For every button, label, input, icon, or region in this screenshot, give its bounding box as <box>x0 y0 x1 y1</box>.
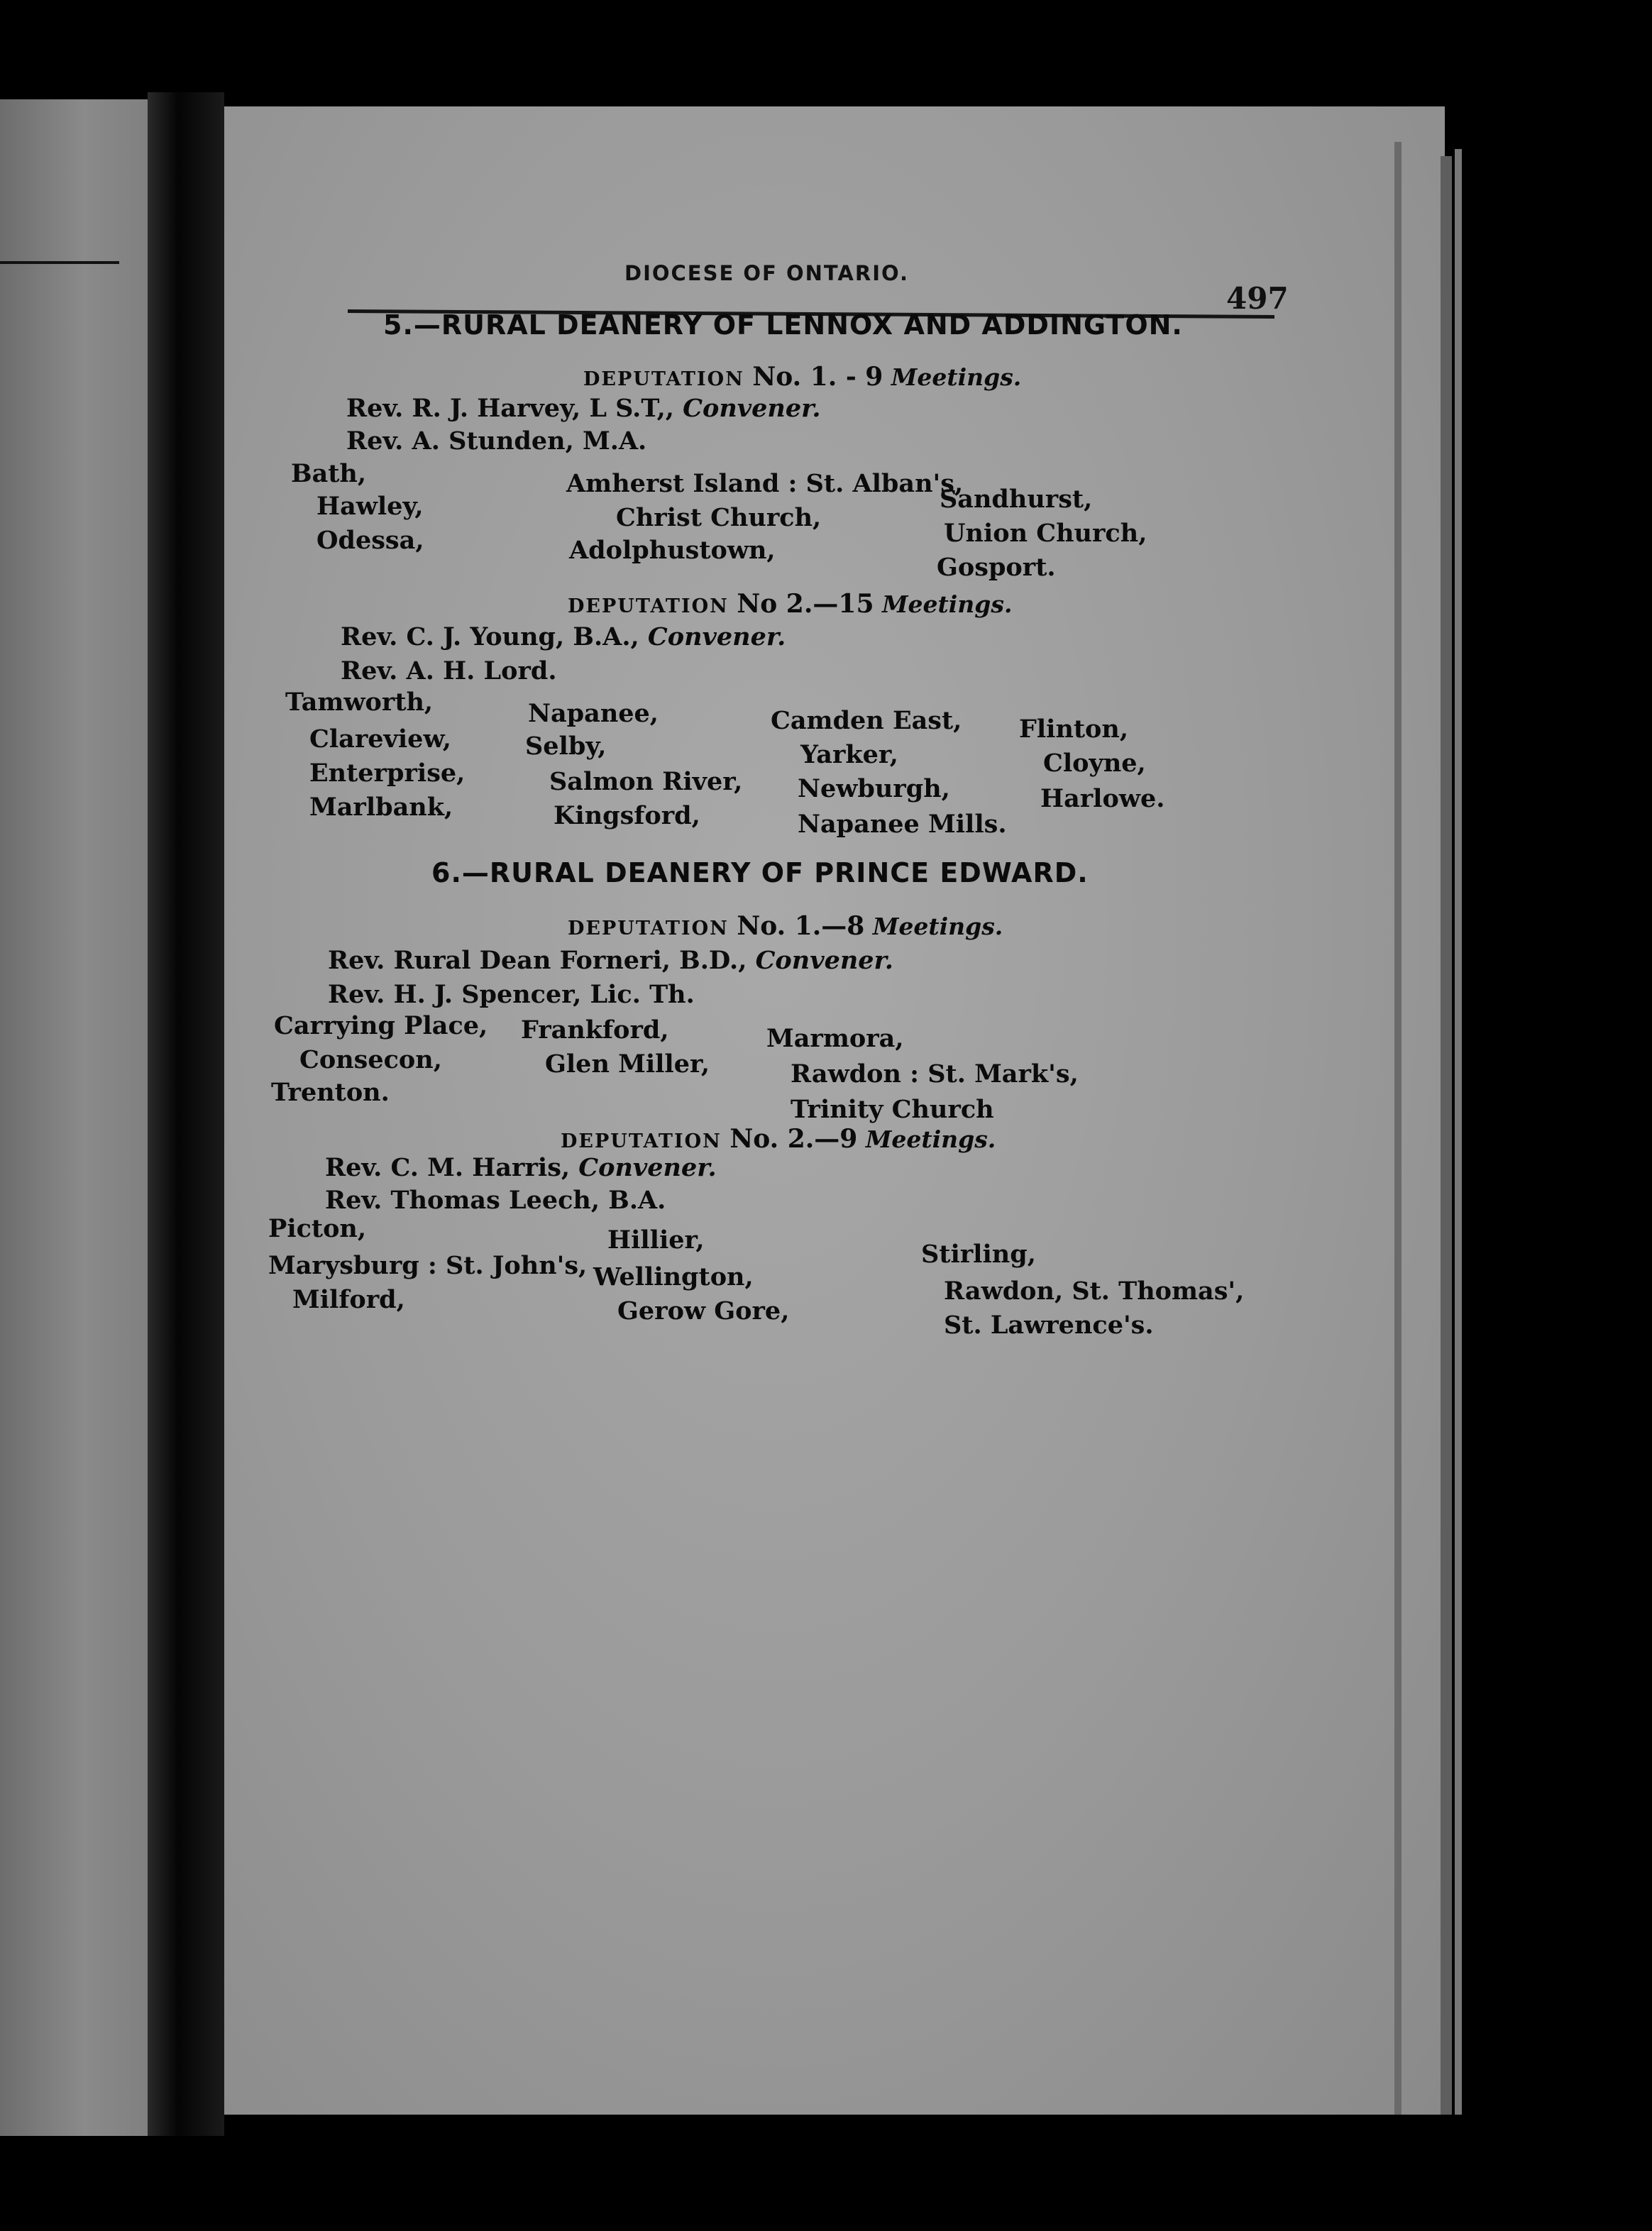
place: Newburgh, <box>798 774 950 803</box>
convener-line <box>325 1155 717 1180</box>
book-gutter <box>148 92 224 2136</box>
place: Glen Miller, <box>545 1050 710 1079</box>
deputation-label: DEPUTATION <box>583 368 744 390</box>
place: Sandhurst, <box>940 485 1093 514</box>
meetings-label: Meetings. <box>891 363 1022 391</box>
place: Marysburg : St. John's, <box>268 1251 588 1280</box>
place: Gerow Gore, <box>617 1296 790 1326</box>
place: Christ Church, <box>616 503 822 532</box>
deputation-label: DEPUTATION <box>568 595 729 617</box>
deputation-number: No. 1. - 9 <box>752 362 883 392</box>
deputation-heading <box>561 1124 996 1154</box>
convener-line <box>328 948 893 973</box>
clergy-line: Rev. A. Stunden, M.A. <box>346 426 647 456</box>
place: Wellington, <box>593 1262 754 1291</box>
page-edge <box>1441 156 1452 2115</box>
place: Odessa, <box>316 526 424 555</box>
place: Amherst Island : St. Alban's, <box>566 469 964 498</box>
role-label: Convener. <box>683 394 821 423</box>
meetings-label: Meetings. <box>882 590 1013 618</box>
place: Marlbank, <box>309 793 453 822</box>
clergy-line: Rev. H. J. Spencer, Lic. Th. <box>328 980 695 1009</box>
place: Marmora, <box>766 1024 904 1053</box>
convener-line <box>346 396 821 421</box>
place: Stirling, <box>921 1240 1036 1269</box>
convener-line <box>341 624 786 649</box>
place: Union Church, <box>944 519 1147 548</box>
deputation-label: DEPUTATION <box>568 918 729 940</box>
role-label: Convener. <box>647 622 786 651</box>
place: St. Lawrence's. <box>944 1311 1154 1340</box>
place: Frankford, <box>521 1015 669 1045</box>
place: Tamworth, <box>285 688 434 717</box>
deputation-number: No 2.—15 <box>737 589 874 619</box>
role-label: Convener. <box>755 946 893 975</box>
meetings-label: Meetings. <box>872 913 1003 940</box>
place: Bath, <box>291 459 367 488</box>
place: Flinton, <box>1019 715 1129 744</box>
deputation-number: No. 1.—8 <box>737 911 865 941</box>
place: Cloyne, <box>1043 749 1146 778</box>
place: Hawley, <box>316 492 424 521</box>
place: Milford, <box>292 1285 405 1314</box>
place: Kingsford, <box>554 801 700 830</box>
section-title: 5.—RURAL DEANERY OF LENNOX AND ADDINGTON. <box>383 309 1183 341</box>
place: Harlowe. <box>1040 784 1165 813</box>
meetings-label: Meetings. <box>865 1125 996 1153</box>
role-label: Convener. <box>578 1153 717 1182</box>
place: Clareview, <box>309 725 451 754</box>
deputation-label: DEPUTATION <box>561 1130 722 1152</box>
place: Yarker, <box>800 740 898 769</box>
clergy-name: Rev. Rural Dean Forneri, B.D., <box>328 946 747 975</box>
place: Enterprise, <box>309 759 466 788</box>
deputation-heading <box>568 589 1012 619</box>
place: Rawdon : St. Mark's, <box>791 1059 1079 1089</box>
clergy-name: Rev. C. M. Harris, <box>325 1153 571 1182</box>
page-edge <box>1455 149 1462 2115</box>
clergy-line: Rev. Thomas Leech, B.A. <box>325 1186 666 1215</box>
place: Adolphustown, <box>569 536 776 565</box>
clergy-name: Rev. C. J. Young, B.A., <box>341 622 639 651</box>
place: Napanee, <box>528 699 659 728</box>
place: Napanee Mills. <box>798 810 1007 839</box>
deputation-heading <box>568 911 1003 941</box>
place: Hillier, <box>607 1225 705 1255</box>
place: Camden East, <box>771 706 962 735</box>
place: Trenton. <box>271 1078 390 1107</box>
place: Trinity Church <box>791 1095 994 1124</box>
running-header: DIOCESE OF ONTARIO. <box>624 261 910 285</box>
place: Consecon, <box>299 1045 442 1074</box>
place: Gosport. <box>937 553 1056 582</box>
section-title: 6.—RURAL DEANERY OF PRINCE EDWARD. <box>431 857 1089 888</box>
page-edge <box>1394 142 1402 2115</box>
clergy-line: Rev. A. H. Lord. <box>341 656 557 685</box>
clergy-name: Rev. R. J. Harvey, L S.T,, <box>346 394 674 423</box>
deputation-number: No. 2.—9 <box>729 1124 858 1154</box>
place: Picton, <box>268 1214 367 1243</box>
facing-page-rule <box>0 261 119 264</box>
place: Rawdon, St. Thomas', <box>944 1277 1245 1306</box>
page-number: 497 <box>1226 281 1289 316</box>
place: Selby, <box>525 732 607 761</box>
place: Salmon River, <box>549 767 743 796</box>
place: Carrying Place, <box>274 1011 488 1040</box>
deputation-heading <box>583 362 1021 392</box>
